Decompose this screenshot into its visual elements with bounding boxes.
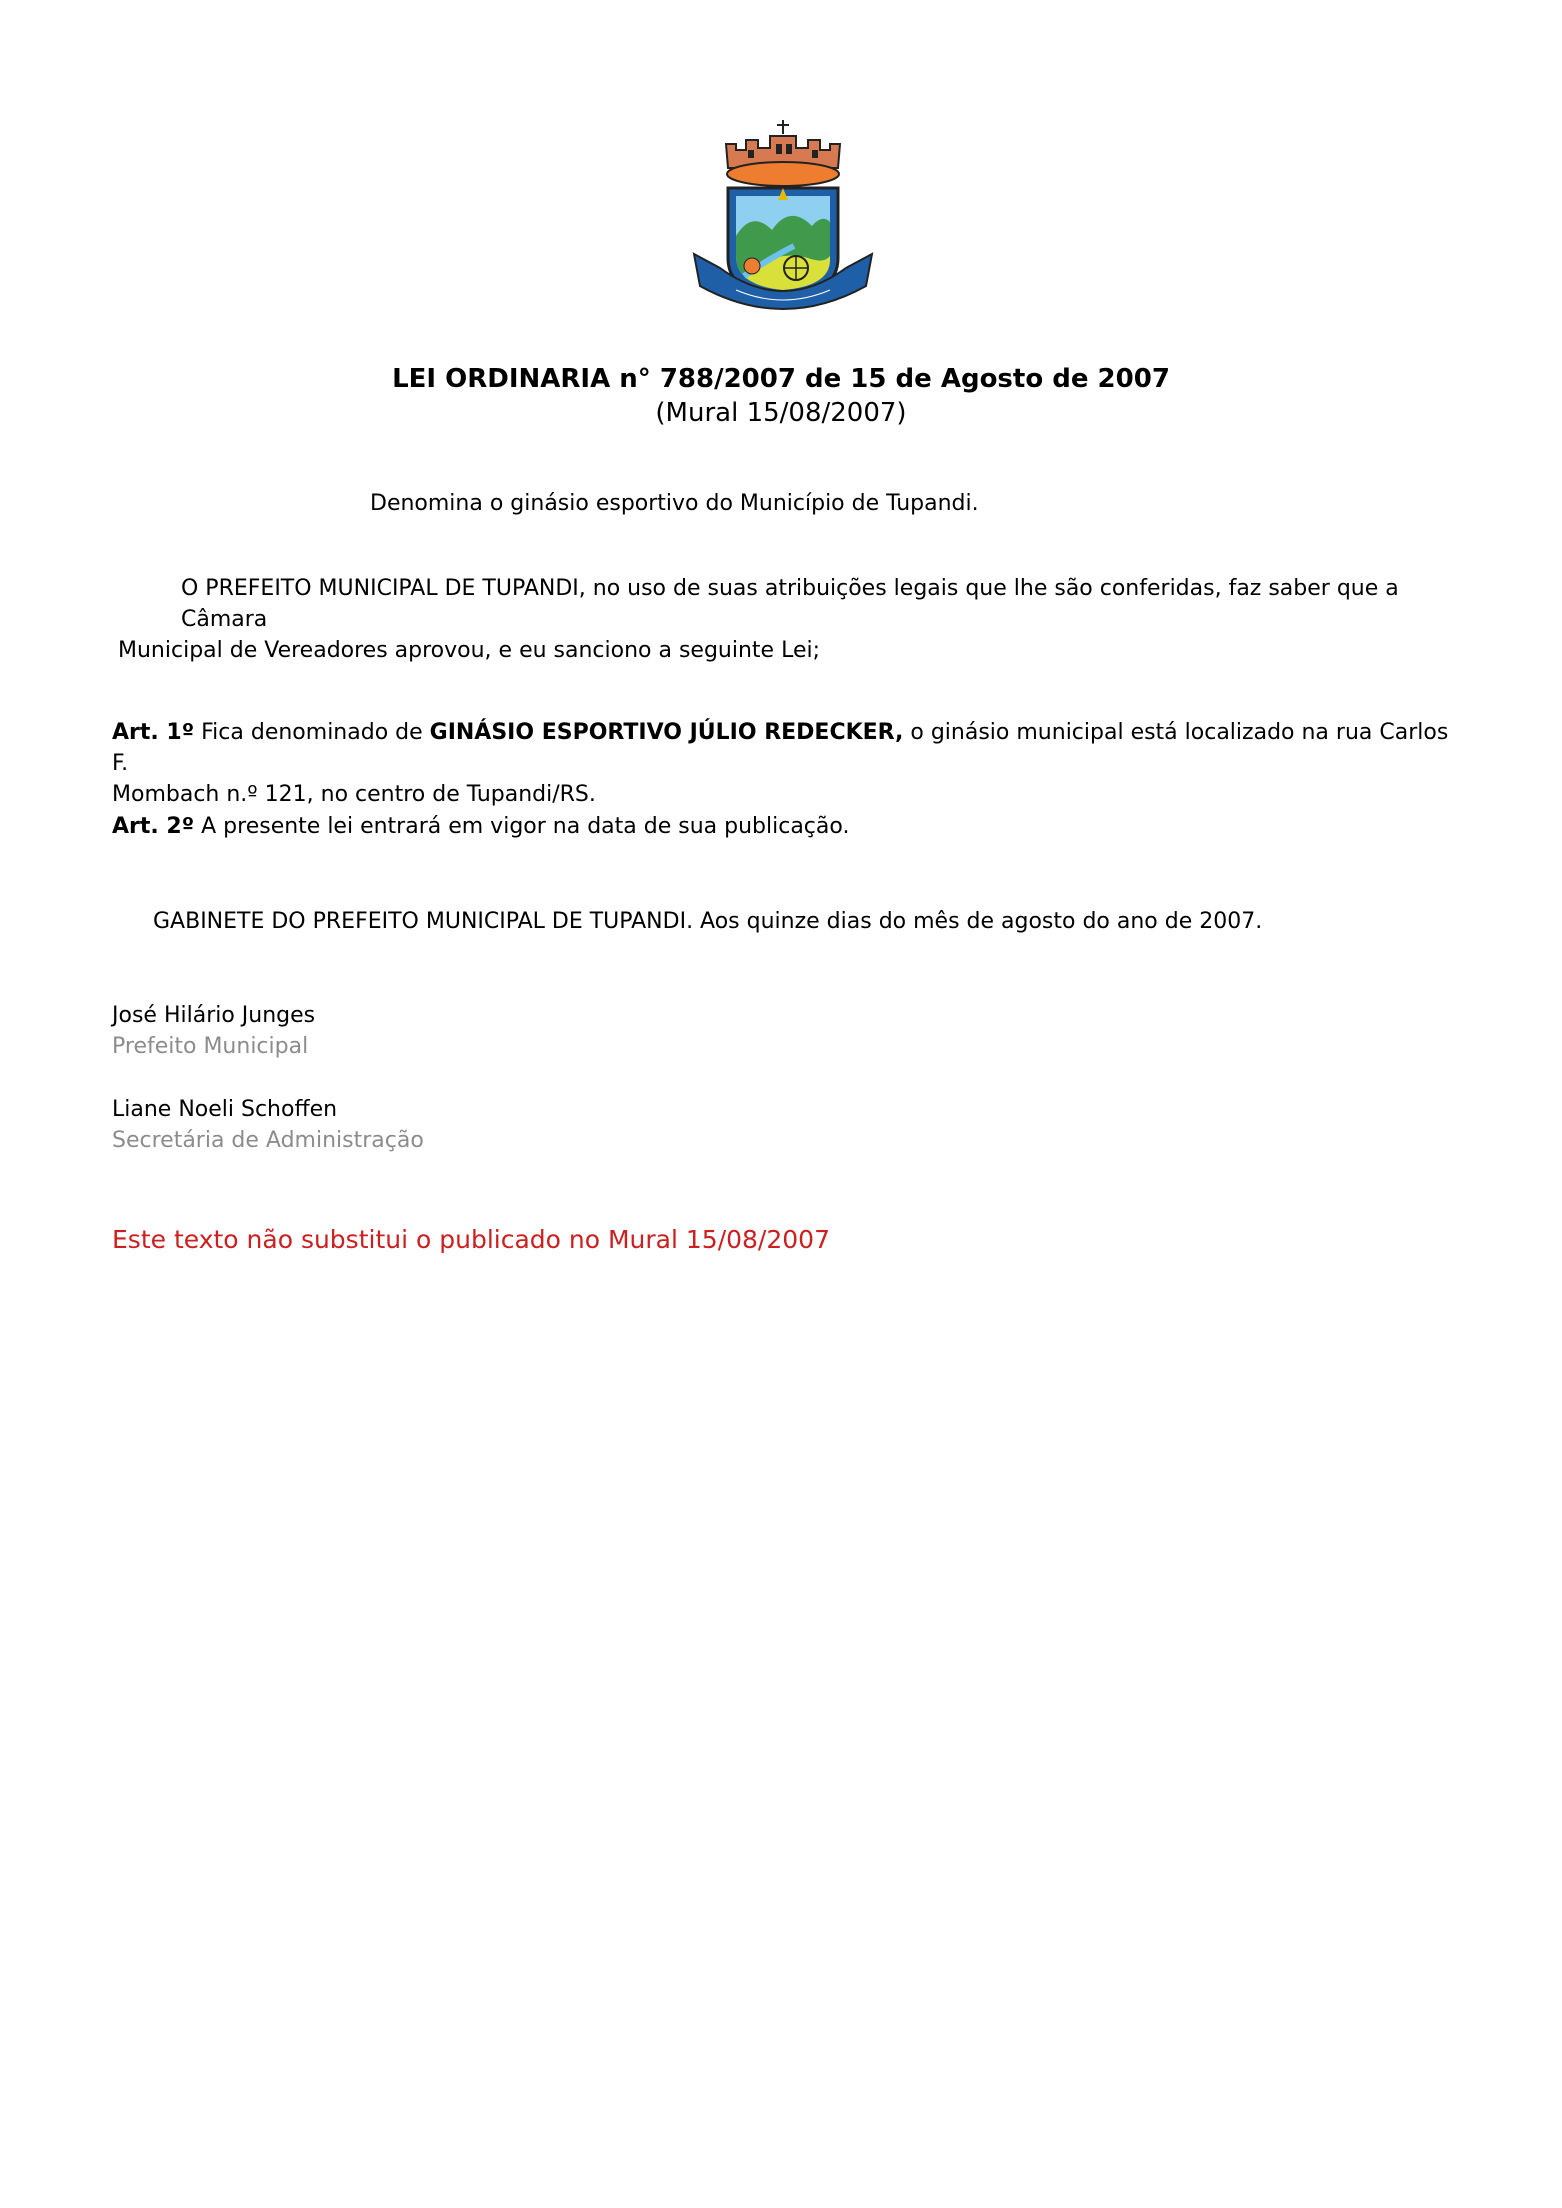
- article-text: Mombach n.º 121, no centro de Tupandi/RS.: [112, 782, 596, 807]
- preamble-line: O PREFEITO MUNICIPAL DE TUPANDI, no uso de suas atribuições legais que lhe são conferidas, faz saber que a Câmara: [181, 576, 1399, 632]
- article-highlight: GINÁSIO ESPORTIVO JÚLIO REDECKER,: [429, 720, 904, 745]
- law-title: LEI ORDINARIA n° 788/2007 de 15 de Agosto de 2007: [392, 364, 1170, 394]
- municipal-crest-icon: [690, 118, 876, 314]
- signatory-name: Liane Noeli Schoffen: [112, 1097, 338, 1122]
- article-text: A presente lei entrará em vigor na data de sua publicação.: [201, 814, 850, 839]
- preamble: [118, 573, 1448, 666]
- closing-statement: GABINETE DO PREFEITO MUNICIPAL DE TUPANDI. Aos quinze dias do mês de agosto do ano de 2007.: [153, 909, 1263, 934]
- law-subtitle: (Mural 15/08/2007): [655, 398, 907, 428]
- signatory-role: Secretária de Administração: [112, 1128, 424, 1153]
- signatory-role: Prefeito Municipal: [112, 1034, 309, 1059]
- disclaimer-notice: Este texto não substitui o publicado no Mural 15/08/2007: [112, 1225, 830, 1254]
- article-text: o ginásio municipal está localizado na rua Carlos F.: [112, 720, 1449, 776]
- article-label: Art. 2º: [112, 814, 195, 839]
- preamble-line: Municipal de Vereadores aprovou, e eu sanciono a seguinte Lei;: [118, 638, 821, 663]
- article-1: [112, 717, 1452, 810]
- article-text: Fica denominado de: [201, 720, 423, 745]
- signatory-name: José Hilário Junges: [112, 1003, 316, 1028]
- article-label: Art. 1º: [112, 720, 195, 745]
- law-summary: Denomina o ginásio esportivo do Município de Tupandi.: [370, 491, 979, 516]
- article-2: [112, 811, 1452, 842]
